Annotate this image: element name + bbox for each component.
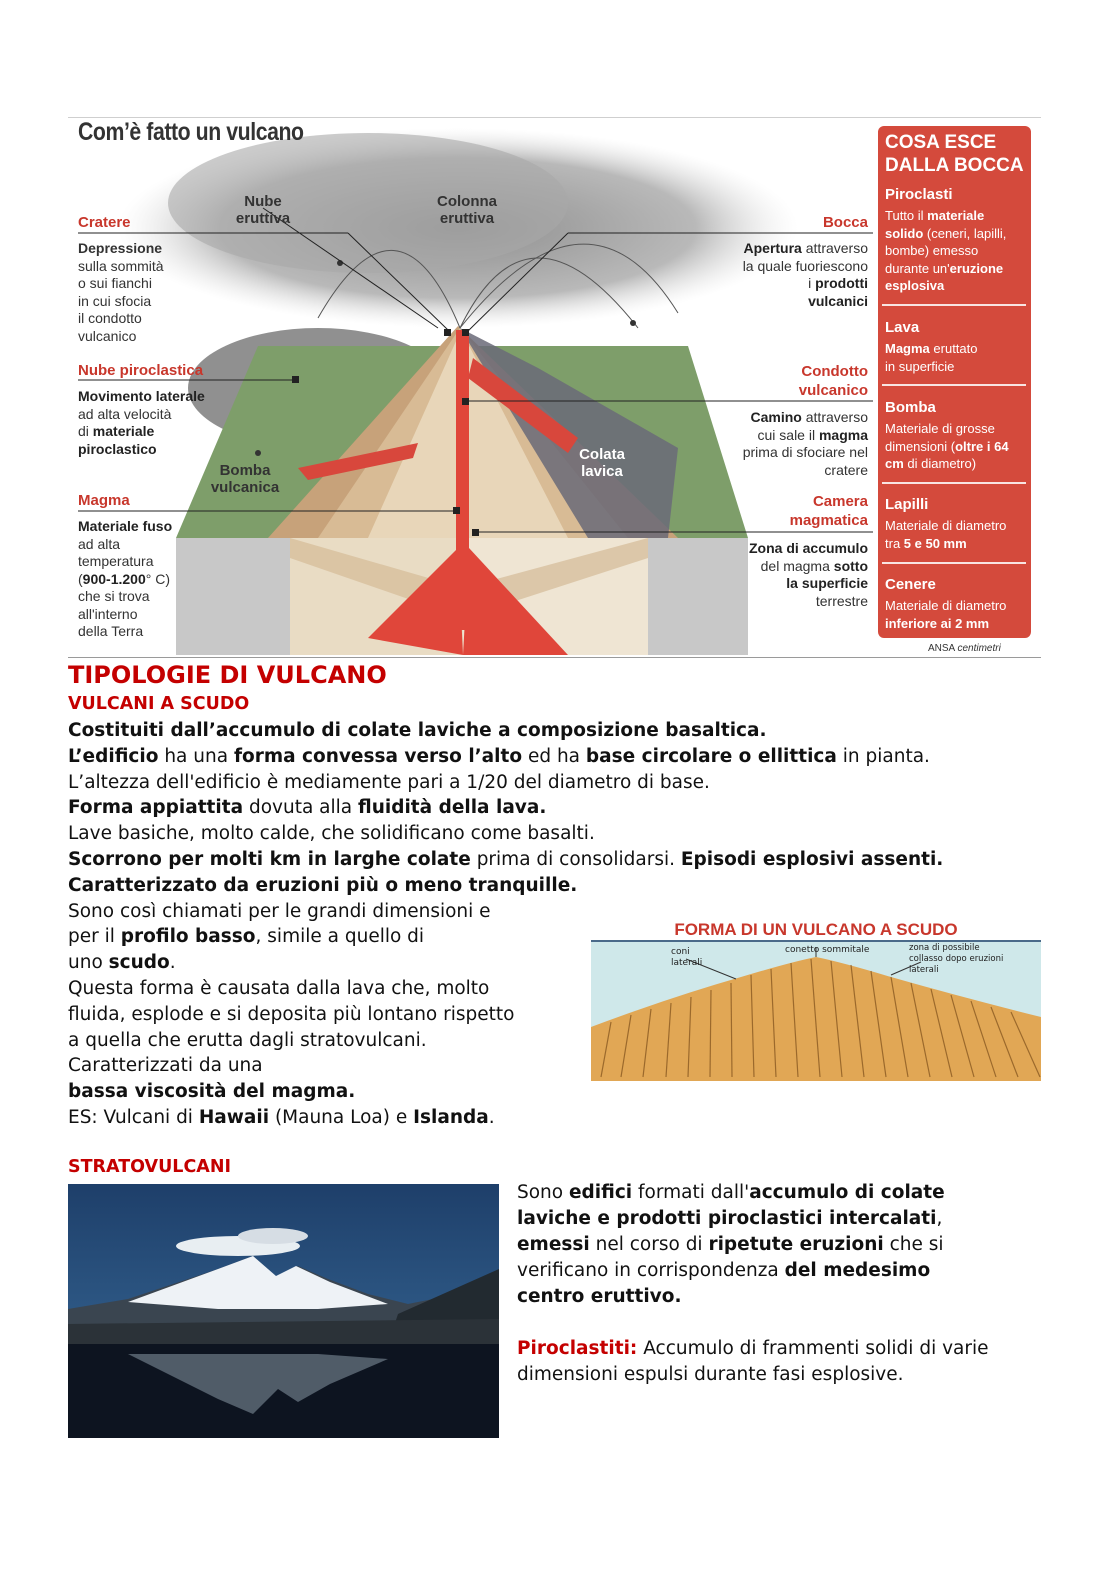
infographic-title: Com’è fatto un vulcano xyxy=(78,118,304,146)
coni-laterali-label: coni laterali xyxy=(671,947,703,968)
nube-piroclastica-label: Nube piroclastica xyxy=(78,362,204,379)
lapilli-label: Lapilli xyxy=(885,496,929,513)
strato-heading: STRATOVULCANI xyxy=(68,1157,231,1177)
cosa-esce-box xyxy=(878,126,1031,638)
colata-lavica-label: Colata lavica xyxy=(579,446,625,480)
colonna-eruttiva-label: Colonna eruttiva xyxy=(437,193,497,227)
lapilli-description: Materiale di diametro tra 5 e 50 mm xyxy=(885,518,1007,551)
piroclasti-description: Tutto il materiale solido (ceneri, lapilli, bombe) emesso durante un'eruzione esplosiva xyxy=(885,208,1007,293)
conetto-sommitale-label: conetto sommitale xyxy=(785,945,870,955)
cratere-description: Depressione sulla sommità o sui fianchi in cui sfocia il condotto vulcanico xyxy=(78,240,164,344)
condotto-label: Condotto vulcanico xyxy=(798,363,868,399)
cenere-description: Materiale di diametro inferiore ai 2 mm xyxy=(885,598,1007,631)
bocca-description: Apertura attraverso la quale fuoriescono i prodotti vulcanici xyxy=(742,240,868,309)
lava-description: Magma eruttato in superficie xyxy=(885,341,978,374)
cratere-label: Cratere xyxy=(78,214,131,231)
bomba-description: Materiale di grosse dimensioni (oltre i 64 cm di diametro) xyxy=(885,421,1009,471)
shield-volcano-drawing xyxy=(591,917,1041,1081)
nube-piroclastica-description: Movimento laterale ad alta velocità di materiale piroclastico xyxy=(78,388,205,457)
bomba-label: Bomba xyxy=(885,399,936,416)
lava-label: Lava xyxy=(885,319,920,336)
magma-label: Magma xyxy=(78,492,130,509)
bomba-vulcanica-label: Bomba vulcanica xyxy=(210,462,280,496)
stratovolcano-photo xyxy=(68,1184,499,1438)
cosa-esce-title: COSA ESCE DALLA BOCCA xyxy=(885,132,1024,176)
bottom-rule xyxy=(68,657,1041,658)
shield-volcano-figure xyxy=(591,917,1041,1081)
scudo-text: Costituiti dall’accumulo di colate laviche a composizione basaltica. L’edificio ha una forma convessa verso l’alto ed ha base circolare o ellittica in pianta. L’altezza dell'edificio è mediamente pari a 1/20 del diametro di base. Forma appiattita dovuta alla fluidità della lava. Lave basiche, molto calde, che solidificano come basalti. Scorrono per molti km in larghe colate prima di consolidarsi. Episodi esplosivi assenti. Caratterizzato da eruzioni più o meno tranquille. Sono così chiamati per le grandi dimensioni e per il profilo basso, simile a quello di uno scudo. Questa forma è causata dalla lava che, molto fluida, esplode e si deposita più lontano rispetto a quella che erutta dagli stratovulcani. Caratterizzati da una bassa viscosità del magma. ES: Vulcani di Hawaii (Mauna Loa) e Islanda. xyxy=(68,720,944,1128)
strato-text: Sono edifici formati dall'accumulo di colate laviche e prodotti piroclastici intercalati, emessi nel corso di ripetute eruzioni che si verificano in corrispondenza del medesimo centro eruttivo. Piroclastiti: Accumulo di frammenti solidi di varie dimensioni espulsi durante fasi esplosive. xyxy=(517,1182,989,1385)
condotto-description: Camino attraverso cui sale il magma prima di sfociare nel cratere xyxy=(742,409,868,478)
magma-description: Materiale fuso ad alta temperatura (900-1.200° C) che si trova all'interno della Terra xyxy=(78,518,173,639)
shield-figure-title: FORMA DI UN VULCANO A SCUDO xyxy=(674,920,958,939)
camera-label: Camera magmatica xyxy=(789,493,868,529)
scudo-heading: VULCANI A SCUDO xyxy=(68,694,250,714)
zona-collasso-label: zona di possibile collasso dopo eruzioni laterali xyxy=(909,943,1004,975)
bocca-label: Bocca xyxy=(822,214,868,231)
camera-description: Zona di accumulo del magma sotto la superficie terrestre xyxy=(748,540,868,609)
section-title: TIPOLOGIE DI VULCANO xyxy=(68,661,387,689)
nube-eruttiva-label: Nube eruttiva xyxy=(235,193,291,227)
piroclasti-label: Piroclasti xyxy=(885,186,953,203)
cenere-label: Cenere xyxy=(885,576,936,593)
credit: ANSA centimetri xyxy=(928,643,1001,654)
